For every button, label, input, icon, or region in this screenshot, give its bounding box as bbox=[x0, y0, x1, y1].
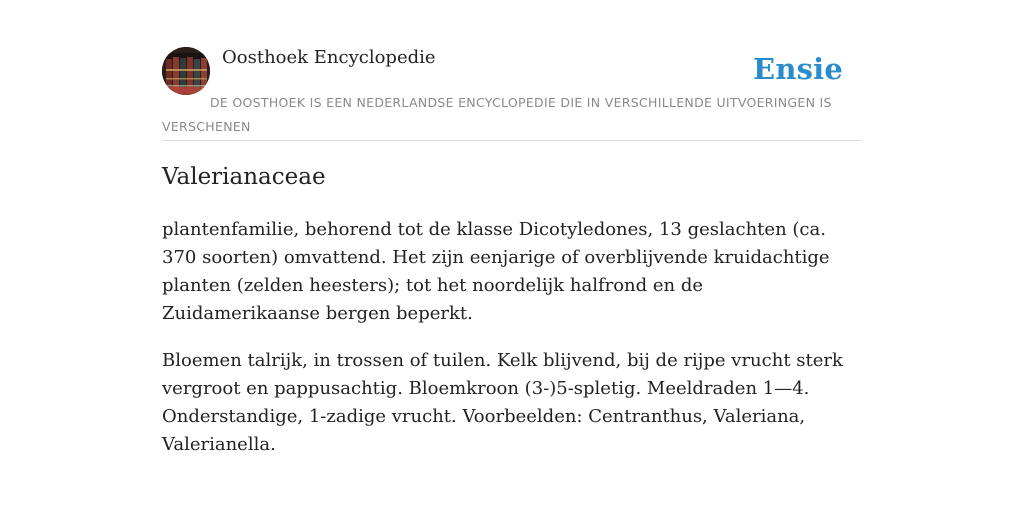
source-description: DE OOSTHOEK IS EEN NEDERLANDSE ENCYCLOPEDIE DIE IN VERSCHILLENDE UITVOERINGEN IS VERSCHENEN bbox=[162, 95, 832, 134]
article-paragraph: Bloemen talrijk, in trossen of tuilen. Kelk blijvend, bij de rijpe vrucht sterk vergroot en pappusachtig. Bloemkroon (3-)5-spletig. Meeldraden 1—4. Onderstandige, 1-zadige vrucht. Voorbeelden: Centranthus, Valeriana, Valerianella. bbox=[162, 350, 843, 455]
brand-logo[interactable]: Ensie bbox=[753, 52, 843, 86]
article-title: Valerianaceae bbox=[162, 164, 326, 190]
source-title[interactable]: Oosthoek Encyclopedie bbox=[222, 47, 436, 68]
page-container bbox=[162, 44, 862, 455]
article-body bbox=[162, 216, 852, 478]
article-paragraph: plantenfamilie, behorend tot de klasse Dicotyledones, 13 geslachten (ca. 370 soorten) omvattend. Het zijn eenjarige of overblijvende kruidachtige planten (zelden heesters); tot het noordelijk halfrond en de Zuidamerikaanse bergen beperkt. bbox=[162, 219, 830, 324]
source-header bbox=[162, 44, 862, 141]
source-avatar[interactable] bbox=[162, 47, 210, 95]
encyclopedia-books-icon bbox=[162, 47, 210, 95]
